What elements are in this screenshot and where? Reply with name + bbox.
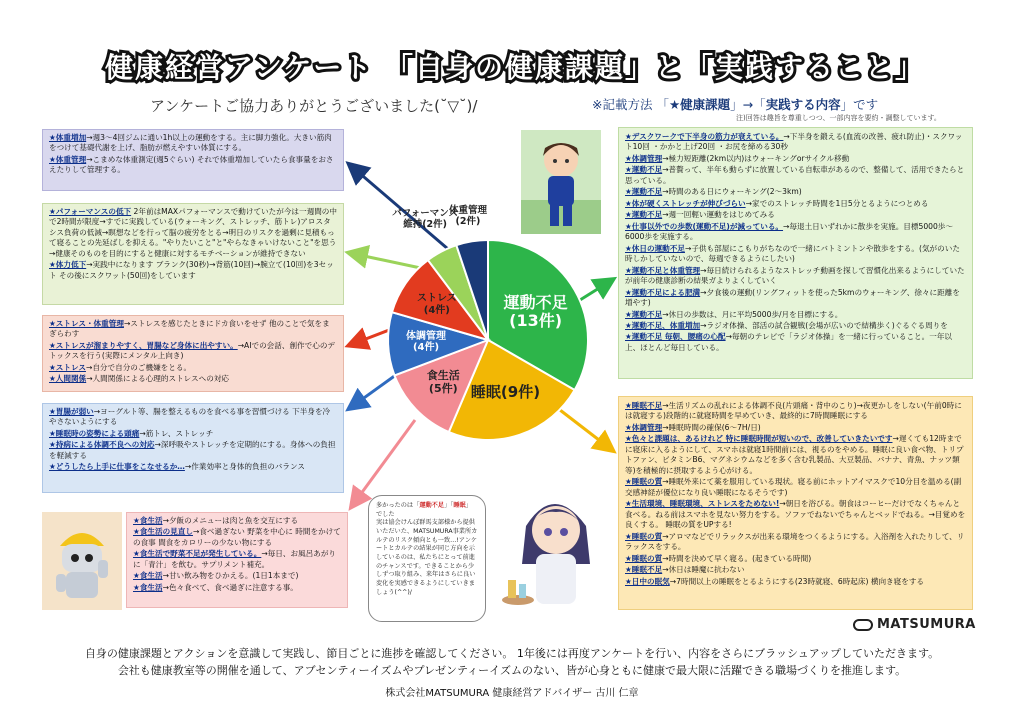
practice-text: →朝日を浴びる。朝食はコーヒーだけでなくちゃんと食べる。ねる前はスマホを見ない努力をする。ソファでねないでちゃんとベッドでねる。→目覚めを良くする。 睡眠の質をUPする! — [625, 499, 966, 530]
bubble-highlight-sleep: 睡眠 — [453, 502, 466, 509]
practice-text: →毎退土日いずれかに散歩を実施。目標5000歩～6000歩を実施する。 — [625, 221, 953, 242]
issue-label: ★睡眠不足 — [625, 401, 663, 410]
list-item — [49, 429, 337, 439]
list-item — [49, 319, 337, 340]
list-item — [625, 499, 966, 530]
pie-label-count: (13件) — [509, 311, 563, 331]
arrow-exercise — [580, 280, 612, 300]
sleep-box — [618, 396, 973, 610]
issue-label: ★ストレス — [49, 362, 86, 372]
page-title: 健康経営アンケート 「自身の健康課題」と「実践すること」 — [104, 51, 926, 84]
list-item — [625, 401, 966, 422]
list-item — [49, 341, 337, 362]
practice-text: →甘い飲み物をひかえる。(1日1本まで) — [162, 571, 299, 581]
issue-label: ★体が硬くストレッチが伸びづらい — [625, 198, 746, 208]
pie-label-name: 体重管理 — [448, 204, 487, 216]
issue-label: ★食生活 — [133, 582, 163, 592]
issue-label: ★運動不足 — [625, 165, 663, 175]
list-item — [625, 310, 966, 320]
issue-label: ★仕事以外での歩数(運動不足)が減っている。 — [625, 221, 784, 231]
practice-text: →ラジオ体操、部活の試合観戦(会場が広いので結構歩く)ぐるぐる周りを — [700, 320, 948, 330]
list-item — [625, 288, 966, 309]
list-item — [49, 133, 337, 154]
list-item — [625, 165, 966, 186]
list-item — [625, 532, 966, 553]
list-item — [625, 266, 966, 287]
practice-text: →家でのストレッチ時間を1日5分とるようにつとめる — [745, 198, 929, 208]
bubble-text-1: 多かったのは「 — [376, 502, 420, 509]
issue-label: ★睡眠の質 — [625, 531, 663, 541]
practice-text: →AIでの会話、創作で心のデトックスを行う(実際にメンタル上向き) — [49, 340, 336, 361]
issue-label: ★体重管理 — [49, 154, 87, 164]
weight-management-box — [42, 129, 344, 191]
issue-label: ★運動不足 毎朝、腰痛の心配 — [625, 332, 726, 342]
list-item — [133, 516, 341, 526]
issue-label: ★睡眠の質 — [625, 553, 663, 563]
list-item — [49, 462, 337, 472]
howto-practice: 実践する内容 — [765, 97, 841, 112]
issue-label: ★体調管理 — [625, 422, 663, 432]
issue-label: ★運動不足による肥満 — [625, 287, 701, 297]
list-item — [625, 554, 966, 564]
issue-label: ★胃腸が弱い — [49, 407, 94, 416]
logo-mark-icon — [853, 619, 873, 631]
practice-text: →睡眠外来にて薬を服用している現状。寝る前にホットアイマスクで10分目を温める(副交感神経が優位になり良い睡眠になるそうです) — [625, 477, 962, 497]
practice-text: →夕食後の運動(リングフィットを使った5kmのウォーキング、徐々に距離を増やす) — [625, 287, 960, 308]
footer-signature: 株式会社MATSUMURA 健康経営アドバイザー 古川 仁章 — [385, 688, 639, 699]
practice-text: →自分で自分のご機嫌をとる。 — [85, 362, 192, 372]
issue-label: ★ストレス・体重管理 — [49, 319, 124, 328]
performance-box — [42, 203, 344, 305]
list-item — [49, 440, 337, 461]
list-item — [625, 434, 966, 476]
issue-label: ★デスクワークで下半身の筋力が衰えている。 — [625, 132, 784, 141]
list-item — [133, 571, 341, 581]
practice-text: →アロマなどでリラックスが出来る環境をつくるようにする。入浴剤を入れたりして、リラックスをする。 — [625, 531, 965, 552]
practice-text: →作業効率と身体的負担のバランス — [184, 462, 305, 472]
stress-box — [42, 315, 344, 392]
list-item — [49, 207, 337, 259]
practice-text: →休日は睡魔に抗わない — [662, 565, 745, 575]
arrow-condition — [350, 372, 400, 408]
pie-label-count: 維持(2件) — [403, 219, 448, 231]
issue-label: ★運動不足 — [625, 187, 663, 197]
pie-label-name: 睡眠(9件) — [470, 382, 541, 401]
pie-label-exercise — [504, 294, 568, 331]
issue-label: ★睡眠時の姿勢による頭痛 — [49, 428, 140, 438]
list-item — [49, 374, 337, 384]
issue-label: ★食生活 — [133, 516, 163, 525]
pie-label-count: (2件) — [455, 215, 481, 227]
bubble-text-3: 」でした — [376, 502, 472, 518]
issue-label: ★睡眠の質 — [625, 477, 663, 487]
issue-label: ★体調管理 — [625, 153, 663, 163]
practice-text: →筋トレ、ストレッチ — [139, 428, 214, 438]
issue-label: ★日中の眠気 — [625, 576, 670, 586]
issue-label: ★ストレスが溜まりやすく、胃腸など身体に出やすい。 — [49, 340, 238, 350]
arrow-diet — [352, 420, 415, 506]
diet-box — [126, 512, 348, 608]
practice-text: →生活リズムの乱れによる体調不良(片頭痛・背中のこり)→夜更かしをしない(午前0時には就寝する)段階的に就寝時間を早めていき、最終的に7時間睡眠にする — [625, 401, 962, 421]
practice-text: 2年前はMAXパフォーマンスで動けていたが今は一週間の中で2時間が限度→すでに実践している(ウォーキング、ストレッチ、筋トレ)アロスタシス負荷の低減→瞑想などを行って脳の疲労をとる→明日のリスクを過剰に見積もって寝ることの先延ばしを抑える。"やりたいこと"と"やらなきゃいけないこと"を思う →健康そのものを目的にすると健康に対するモチベーションが維持できない — [49, 207, 337, 258]
pie-label-name: 運動不足 — [503, 293, 568, 312]
issue-label: ★食生活の見直し — [133, 527, 193, 537]
logo-text: MATSUMURA — [877, 617, 976, 632]
issue-label: ★運動不足 — [625, 309, 663, 319]
speech-bubble — [368, 495, 486, 622]
list-item — [625, 477, 966, 498]
issue-label: ★体重増加 — [49, 133, 87, 142]
practice-text: →こまめな体重測定(週5ぐらい) それで体重増加していたら食事量をおさえたりして管理する。 — [49, 154, 334, 175]
issue-label: ★持病による体調不良への対応 — [49, 440, 155, 450]
practice-text: →7時間以上の睡眠をとるようにする(23時就寝、6時起床) 横向き寝をする — [669, 576, 925, 586]
pie-label-weight — [449, 206, 487, 228]
list-item — [625, 154, 966, 164]
issue-label: ★体力低下 — [49, 260, 87, 270]
howto-prefix: ※記載方法 「 — [592, 97, 669, 112]
issue-label: ★睡眠不足 — [625, 565, 663, 575]
issue-label: ★生活環境、睡眠環境、ストレスをためない! — [625, 499, 780, 509]
pie-label-count: (5件) — [428, 382, 458, 396]
list-item — [49, 407, 337, 428]
issue-label: ★食生活 — [133, 571, 163, 581]
list-item — [49, 155, 337, 176]
practice-text: →睡眠時間の確保(6～7H/日) — [662, 422, 761, 432]
pie-label-count: (4件) — [423, 304, 450, 316]
list-item — [625, 332, 966, 353]
practice-text: →極力短距離(2km以内)はウォーキングorサイクル移動 — [662, 153, 850, 163]
pie-label-stress — [417, 293, 457, 316]
list-item — [49, 260, 337, 281]
practice-text: →休日の歩数は、月に平均5000歩/月を目標にする。 — [662, 309, 843, 319]
issue-label: ★どうしたら上手に仕事をこなせるか… — [49, 462, 185, 472]
pie-label-diet — [427, 370, 460, 395]
issue-label: ★休日の運動不足 — [625, 243, 685, 253]
list-item — [625, 577, 966, 587]
practice-text: →ストレスを感じたときにドカ食いをせず 他のことで気をまぎらわす — [49, 319, 330, 339]
issue-label: ★運動不足 — [625, 210, 663, 220]
practice-text: →食べ過ぎない 野菜を中心に 時間をかけての食事 間食をカロリーの少ない物にする — [133, 527, 341, 547]
issue-label: ★運動不足と体重管理 — [625, 265, 701, 275]
practice-text: →時間を決めて早く寝る。(起きている時間) — [662, 553, 812, 563]
list-item — [625, 210, 966, 220]
pie-label-sleep — [471, 384, 540, 401]
list-item — [625, 321, 966, 331]
practice-text: →人間関係による心理的ストレスへの対応 — [86, 374, 230, 384]
issue-label: ★人間関係 — [49, 374, 87, 384]
practice-text: →下半身を鍛える(血流の改善、疲れ防止)・スクワット10回 ・かかと上げ20回 ・お尻を締める30秒 — [625, 132, 963, 152]
practice-text: →子供も部屋にこもりがちなので一緒にバトミントンや散歩をする。(気がのいた時しかしていないので、毎週できるようにしたい) — [625, 243, 960, 264]
thanks-message: アンケートご協力ありがとうございました(˘▽˘)/ — [150, 97, 478, 115]
practice-text: →実践中になります ブランク(30秒)→背筋(10回)→腕立て(10回)を3セット その後にスクワット(50回)をしています — [49, 260, 334, 280]
practice-text: →時間のある日にウォーキング(2～3km) — [662, 187, 802, 197]
practice-text: →普贅って、半年も動らずに放置している自転車があるので、整備して、活用できたらと思っている。 — [625, 165, 965, 185]
howto-suffix: 」です — [840, 97, 879, 112]
bubble-highlight-exercise: 運動不足 — [419, 502, 445, 509]
issue-label: ★食生活で野菜不足が発生している。 — [133, 549, 262, 559]
list-item — [625, 187, 966, 197]
sleepy-girl-illustration — [492, 474, 616, 620]
pie-label-count: (4件) — [412, 342, 440, 354]
list-item — [625, 132, 966, 153]
list-item — [625, 423, 966, 433]
list-item — [625, 244, 966, 265]
issue-label: ★色々と課題は、あるけれど 特に睡眠時間が短いので、改善していきたいです — [625, 434, 893, 444]
issue-label: ★運動不足、体重増加 — [625, 320, 701, 330]
list-item — [133, 583, 341, 593]
practice-text: →ヨーグルト等、腸を整えるものを食べる事を習慣づける 下半身を冷やさないようにする — [49, 407, 331, 427]
condition-box — [42, 403, 344, 493]
practice-text: →毎朝のテレビで「ラジオ体操」を一緒に行っていること。一年以上、ほとんど毎日している。 — [625, 332, 953, 352]
arrow-sleep — [560, 410, 612, 450]
list-item — [625, 222, 966, 243]
list-item — [133, 527, 341, 548]
edit-note: 注)回答は趣旨を尊重しつつ、一部内容を要約・調整しています。 — [736, 114, 941, 122]
company-logo — [853, 617, 976, 632]
issue-label: ★パフォーマンスの低下 — [49, 207, 132, 216]
pie-label-name: パフォーマンス — [392, 208, 458, 220]
pie-label-name: 体調管理 — [406, 330, 447, 342]
practice-text: →色々食べて、食べ過ぎに注意する事。 — [162, 582, 298, 592]
howto-mid: 」→「 — [730, 97, 766, 112]
practice-text: →毎日続けられるようなストレッチ動画を探して習慣化出来るようにしていたが前年の健康診断の結果ガよりよくしていく — [625, 265, 965, 286]
practice-text: →毎日、お風呂あがりに「青汁」を飲む。サプリメント補充。 — [133, 549, 337, 569]
pie-label-condition — [406, 331, 446, 354]
footer-line-1: 自身の健康課題とアクションを意識して実践し、節目ごとに進捗を確認してください。 1年後には再度アンケートを行い、内容をさらにブラッシュアップしていただきます。 — [84, 647, 940, 660]
list-item — [133, 549, 341, 570]
list-item — [625, 565, 966, 575]
bubble-body: 実は協会けんぽ群馬支部様から提供いただいた、MATSUMURA事業所カルテのリスク傾向とも一致…!アンケートとカルテの結果が同じ方向を示しているのは、私たちにとって前進のチャンスです。できることから少しずつ取り組み、来年はさらに良い変化を実感できるようにしていきましょう(^^)/ — [376, 519, 478, 596]
howto-issue: ★健康課題 — [668, 97, 731, 112]
practice-text: →遅くても12時までに寝床に入るようにして、スマホは就寝1時間前には、視るのをやめる。睡眠に良い食べ物、トリプトファン、ビタミンB6、マグネシウムなどを多く含む乳製品、大豆製品、バナナ、青魚、ナッツ類等)を積極的に摂取するよう心がける。 — [625, 434, 964, 475]
practice-text: →夕飯のメニューは肉と魚を交互にする — [162, 516, 299, 525]
list-item — [49, 363, 337, 373]
runner-boy-illustration — [521, 130, 601, 234]
footer-line-2: 会社も健康教室等の開催を通して、アブセンティーイズムやプレゼンティーイズムのない、皆が心身ともに健康で最大限に活躍できる職場づくりを推進します。 — [117, 664, 907, 677]
bubble-text-2: 」「 — [444, 502, 454, 509]
practice-text: →週3～4回ジムに通い1h以上の運動をする。主に脚力強化。大きい筋肉をつけて基礎代謝を上げ、脂肪が燃えやすい体質にする。 — [49, 133, 332, 153]
pie-label-name: 食生活 — [426, 369, 460, 383]
pie-label-name: ストレス — [416, 293, 457, 305]
list-item — [625, 199, 966, 209]
practice-text: →深呼吸やストレッチを定期的にする。身体への負担を軽減する — [49, 440, 336, 460]
robot-helmet-illustration — [42, 512, 122, 610]
practice-text: →週一回輕い運動をはじめてみる — [662, 210, 775, 220]
exercise-box — [618, 127, 973, 379]
